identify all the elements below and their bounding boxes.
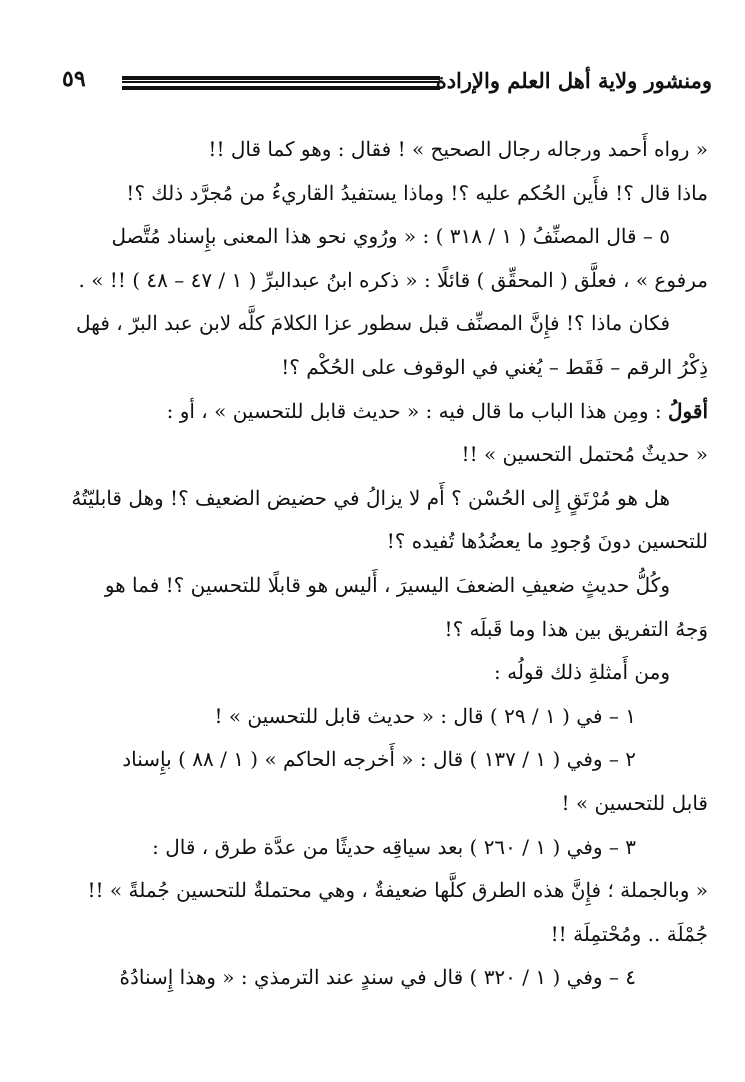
text-line: ٢ – وفي ( ١ / ١٣٧ ) قال : « أَخرجه الحاكم » ( ١ / ٨٨ ) بإِسناد: [122, 747, 636, 772]
text-line: ماذا قال ؟! فأَين الحُكم عليه ؟! وماذا يستفيدُ القاريءُ من مُجرَّد ذلك ؟!: [126, 180, 708, 205]
text-line: أقولُ : ومِن هذا الباب ما قال فيه : « حديث قابل للتحسين » ، أو :: [166, 398, 708, 423]
text-line: مرفوع » ، فعلَّق ( المحقِّق ) قائلًا : « ذكره ابنُ عبدالبرِّ ( ١ / ٤٧ – ٤٨ ) !! » .: [78, 267, 708, 292]
lead-word: أقولُ: [668, 398, 708, 423]
running-header: [62, 66, 712, 106]
body-text: [66, 128, 708, 1000]
text-line: « وبالجملة ؛ فإِنَّ هذه الطرق كلَّها ضعيفةٌ ، وهي محتملةٌ للتحسين جُملةً » !!: [87, 878, 708, 903]
text-line: قابل للتحسين » !: [561, 790, 708, 815]
text-line: ٤ – وفي ( ١ / ٣٢٠ ) قال في سندٍ عند الترمذي : « وهذا إِسنادُهُ: [119, 965, 636, 990]
text-line: جُمْلَة .. ومُحْتمِلَة !!: [550, 921, 708, 946]
text-line: وكُلُّ حديثٍ ضعيفِ الضعفَ اليسيرَ ، أَليس هو قابلًا للتحسين ؟! فما هو: [104, 572, 670, 597]
page-number: ٥٩: [62, 66, 86, 92]
text-line: وَجهُ التفريق بين هذا وما قَبلَه ؟!: [444, 616, 708, 641]
text-line: ٥ – قال المصنِّفُ ( ١ / ٣١٨ ) : « ورُوي نحو هذا المعنى بإِسناد مُتَّصل: [111, 224, 670, 249]
header-rule: [122, 76, 440, 90]
header-title: ومنشور ولاية أهل العلم والإرادة: [435, 68, 712, 93]
text-line: ومن أَمثلةِ ذلك قولُه :: [494, 660, 670, 685]
text-line: فكان ماذا ؟! فإِنَّ المصنِّف قبل سطور عزا الكلامَ كلَّه لابن عبد البرّ ، فهل: [75, 311, 670, 336]
text-line: للتحسين دونَ وُجودِ ما يعضُدُها تُفيده ؟!: [386, 529, 708, 554]
text-line: ١ – في ( ١ / ٢٩ ) قال : « حديث قابل للتحسين » !: [214, 703, 636, 728]
text-line: ذِكْرُ الرقم – فَقَط – يُغني في الوقوف على الحُكْم ؟!: [281, 354, 708, 379]
text-line: هل هو مُرْتَقٍ إِلى الحُسْن ؟ أَم لا يزالُ في حضيض الضعيف ؟! وهل قابليّتُهُ: [71, 485, 670, 510]
text-line: ٣ – وفي ( ١ / ٢٦٠ ) بعد سياقِه حديثًا من عدَّة طرق ، قال :: [152, 834, 636, 859]
text-line: « حديثٌ مُحتمل التحسين » !!: [461, 442, 708, 467]
text-line: « رواه أَحمد ورجاله رجال الصحيح » ! فقال : وهو كما قال !!: [208, 137, 708, 161]
